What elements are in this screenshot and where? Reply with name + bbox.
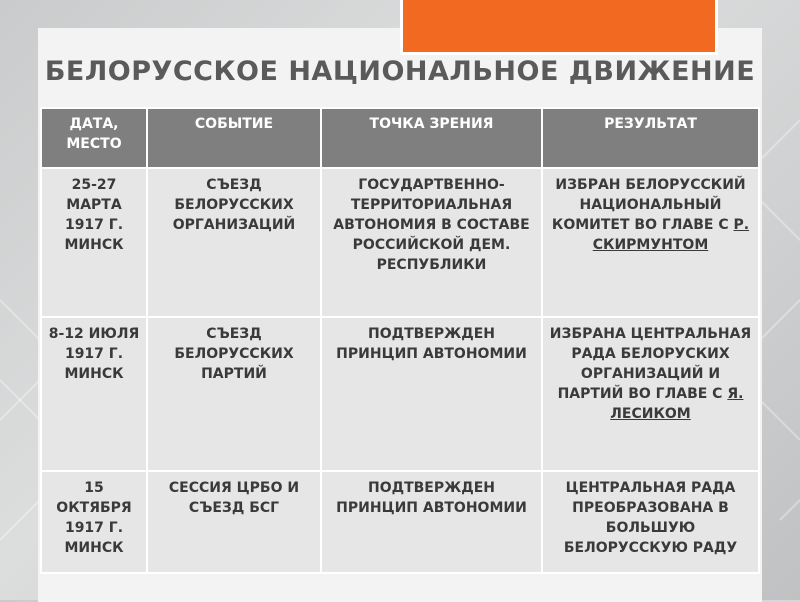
- cell-event: СЪЕЗД БЕЛОРУССКИХ ОРГАНИЗАЦИЙ: [147, 168, 321, 317]
- header-result: РЕЗУЛЬТАТ: [542, 108, 759, 168]
- cell-result: [542, 471, 759, 573]
- cell-viewpoint: ПОДТВЕРЖДЕН ПРИНЦИП АВТОНОМИИ: [321, 471, 542, 573]
- header-date-place: ДАТА, МЕСТО: [41, 108, 147, 168]
- cell-viewpoint: ГОСУДАРТВЕННО-ТЕРРИТОРИАЛЬНАЯ АВТОНОМИЯ В СОСТАВЕ РОССИЙСКОЙ ДЕМ. РЕСПУБЛИКИ: [321, 168, 542, 317]
- table-row: [41, 471, 759, 573]
- cell-date-place: 15 ОКТЯБРЯ 1917 Г. МИНСК: [41, 471, 147, 573]
- header-event: СОБЫТИЕ: [147, 108, 321, 168]
- table-header-row: [41, 108, 759, 168]
- cell-viewpoint: ПОДТВЕРЖДЕН ПРИНЦИП АВТОНОМИИ: [321, 317, 542, 471]
- accent-block: [400, 0, 718, 55]
- slide-title: БЕЛОРУССКОЕ НАЦИОНАЛЬНОЕ ДВИЖЕНИЕ: [44, 56, 756, 87]
- cell-result: [542, 168, 759, 317]
- events-table: [40, 107, 760, 574]
- cell-date-place: 8-12 ИЮЛЯ 1917 Г. МИНСК: [41, 317, 147, 471]
- result-text: ИЗБРАН БЕЛОРУССКИЙ НАЦИОНАЛЬНЫЙ КОМИТЕТ ВО ГЛАВЕ С: [551, 177, 746, 233]
- header-viewpoint: ТОЧКА ЗРЕНИЯ: [321, 108, 542, 168]
- table-row: [41, 168, 759, 317]
- result-text: ЦЕНТРАЛЬНАЯ РАДА ПРЕОБРАЗОВАНА В БОЛЬШУЮ БЕЛОРУССКУЮ РАДУ: [563, 480, 738, 556]
- cell-date-place: 25-27 МАРТА 1917 Г. МИНСК: [41, 168, 147, 317]
- cell-event: СЕССИЯ ЦРБО И СЪЕЗД БСГ: [147, 471, 321, 573]
- person-link[interactable]: Я. ЛЕСИКОМ: [610, 386, 744, 422]
- cell-result: [542, 317, 759, 471]
- result-text: ИЗБРАНА ЦЕНТРАЛЬНАЯ РАДА БЕЛОРУСКИХ ОРГАНИЗАЦИЙ И ПАРТИЙ ВО ГЛАВЕ С: [549, 326, 752, 402]
- person-link[interactable]: Р. СКИРМУНТОМ: [592, 217, 750, 253]
- table-row: [41, 317, 759, 471]
- cell-event: СЪЕЗД БЕЛОРУССКИХ ПАРТИЙ: [147, 317, 321, 471]
